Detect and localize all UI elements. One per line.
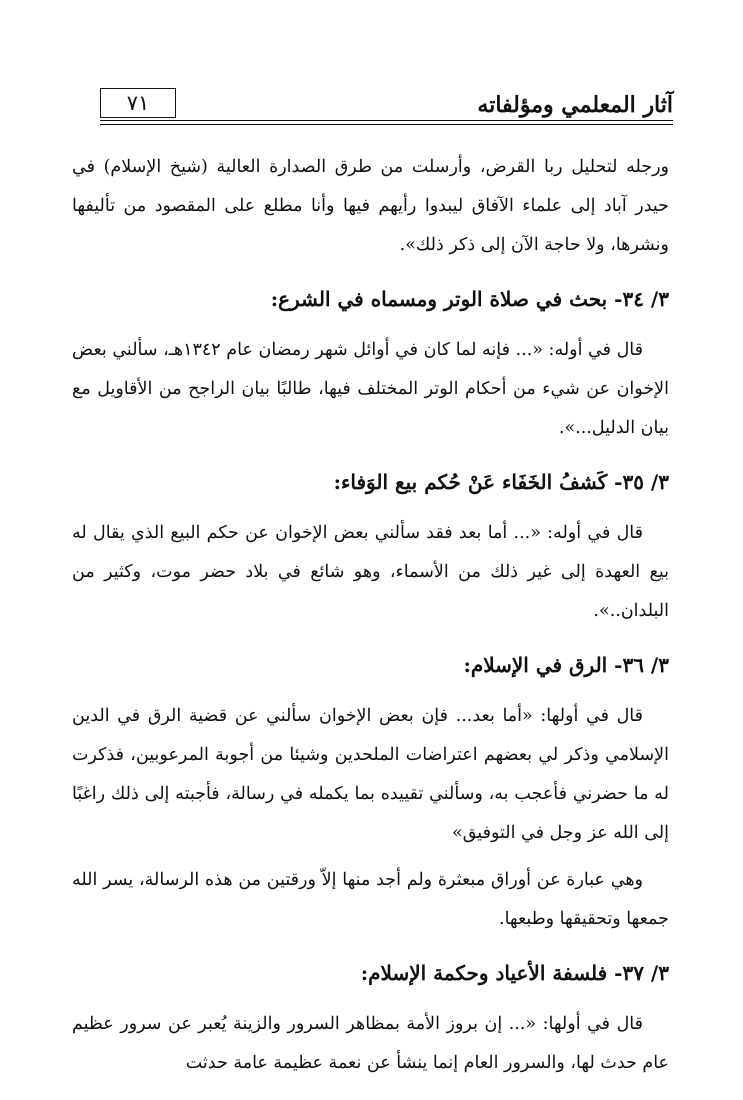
page-header — [100, 88, 673, 128]
page-body — [72, 148, 669, 1083]
header-rule — [100, 120, 673, 121]
section-heading: ٣/ ٣٦- الرق في الإسلام: — [463, 653, 669, 677]
section-paragraph: وهي عبارة عن أوراق مبعثرة ولم أجد منها إلاّ ورقتين من هذه الرسالة، يسر الله جمعها وتحقيقها وطبعها. — [72, 870, 669, 929]
header-rule — [100, 124, 673, 125]
page-number: ٧١ — [100, 88, 176, 118]
section-paragraph: قال في أوله: «... فإنه لما كان في أوائل شهر رمضان عام ١٣٤٢هـ، سألني بعض الإخوان عن شيء من أحكام الوتر المختلف فيها، طالبًا بيان الراجح من الأقاويل مع بيان الدليل...». — [72, 340, 669, 438]
section-paragraph: قال في أوله: «... أما بعد فقد سألني بعض الإخوان عن حكم البيع الذي يقال له بيع العهدة إلى غير ذلك من الأسماء، وهو شائع في بلاد حضر موت، وكثير من البلدان..». — [72, 523, 669, 621]
section-heading: ٣/ ٣٧- فلسفة الأعياد وحكمة الإسلام: — [360, 961, 669, 985]
section-heading: ٣/ ٣٤- بحث في صلاة الوتر ومسماه في الشرع: — [270, 287, 669, 311]
section-paragraph: قال في أولها: «... إن بروز الأمة بمظاهر السرور والزينة يُعبر عن سرور عظيم عام حدث لها، والسرور العام إنما ينشأ عن نعمة عظيمة عامة حدثت — [72, 1014, 669, 1073]
section-paragraph: قال في أولها: «أما بعد... فإن بعض الإخوان سألني عن قضية الرق في الدين الإسلامي وذكر لي بعضهم اعتراضات الملحدين وشيئا من أجوبة المرعوبين، فذكرت له ما حضرني فأعجب به، وسألني تقييده بما يكمله في رسالة، فأجبته إلى ذلك راغبًا إلى الله عز وجل في التوفيق» — [72, 706, 669, 843]
section-heading: ٣/ ٣٥- كَشفُ الخَفَاء عَنْ حُكم بيع الوَفاء: — [333, 470, 669, 494]
running-title: آثار المعلمي ومؤلفاته — [477, 92, 673, 118]
intro-paragraph: ورجله لتحليل ربا القرض، وأرسلت من طرق الصدارة العالية (شيخ الإسلام) في حيدر آباد إلى علماء الآفاق ليبدوا رأيهم فيها وأنا مطلع على المقصود من تأليفها ونشرها، ولا حاجة الآن إلى ذكر ذلك». — [72, 157, 669, 255]
